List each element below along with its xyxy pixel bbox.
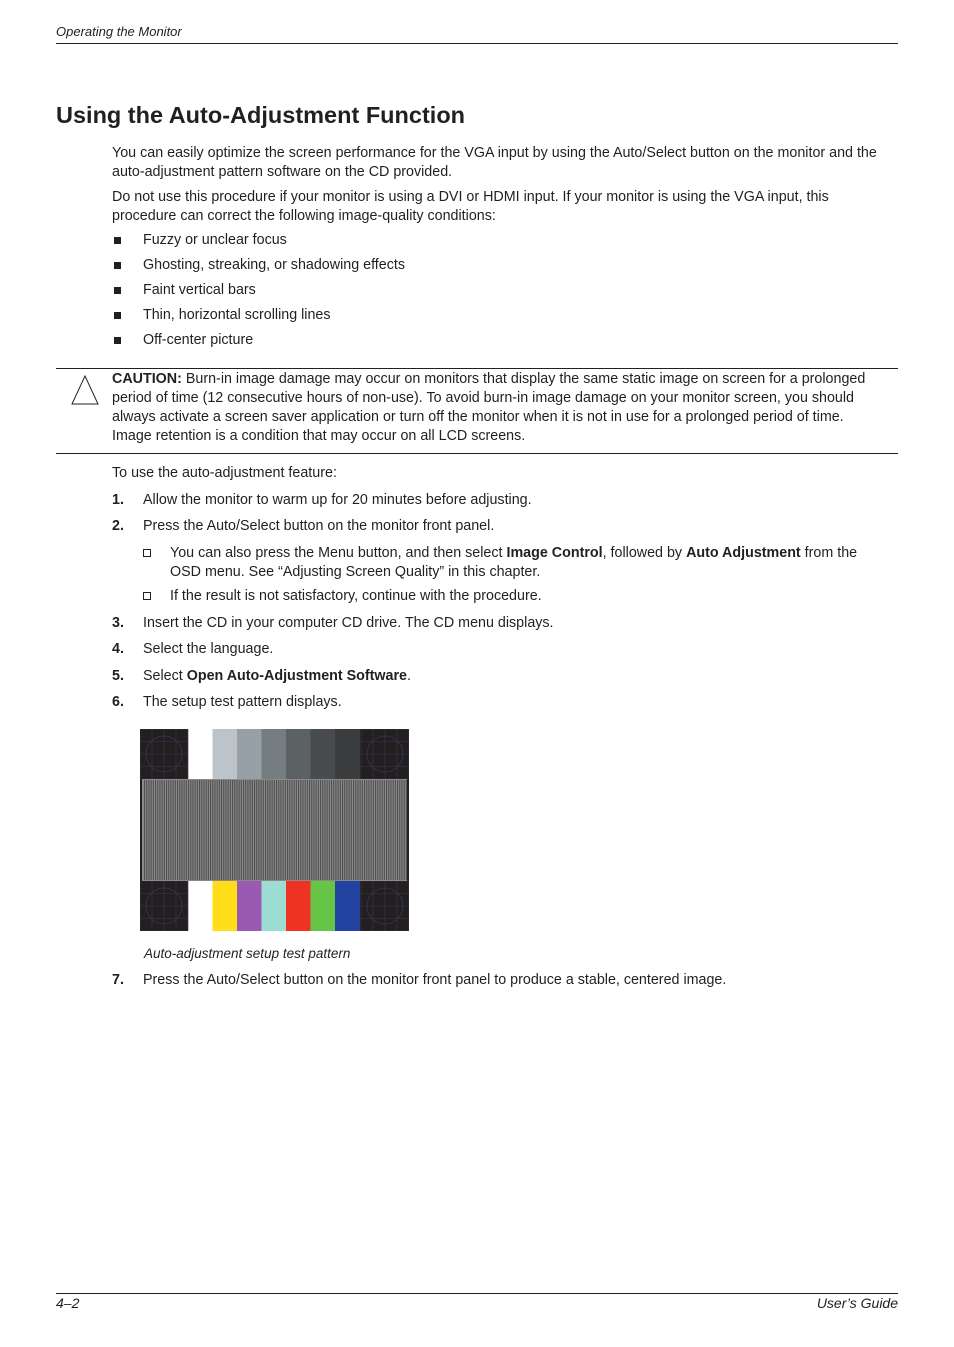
step-text: Press the Auto/Select button on the monitor front panel to produce a stable, centered image. bbox=[143, 972, 727, 988]
stripe-line bbox=[379, 780, 380, 880]
stripe-line bbox=[395, 780, 396, 880]
stripe-line bbox=[401, 780, 402, 880]
list-item bbox=[112, 231, 405, 256]
stripe-line bbox=[241, 780, 242, 880]
figure-caption: Auto-adjustment setup test pattern bbox=[144, 946, 351, 961]
list-item-text: Faint vertical bars bbox=[143, 282, 256, 298]
stripe-line bbox=[344, 780, 345, 880]
color-bar bbox=[311, 881, 336, 931]
intro-paragraph-2: Do not use this procedure if your monitor is using a DVI or HDMI input. If your monitor is using the VGA input, this procedure can correct the following image-quality conditions: bbox=[112, 189, 829, 224]
step-number: 2. bbox=[112, 518, 124, 534]
stripe-line bbox=[362, 780, 363, 880]
stripe-line bbox=[175, 780, 176, 880]
stripe-line bbox=[331, 780, 332, 880]
stripe-line bbox=[382, 780, 383, 880]
stripe-line bbox=[373, 780, 374, 880]
stripe-line bbox=[349, 780, 350, 880]
stripe-line bbox=[197, 780, 198, 880]
stripe-line bbox=[261, 780, 262, 880]
substep-text-mid: , followed by bbox=[602, 545, 687, 561]
stripe-line bbox=[186, 780, 187, 880]
stripe-line bbox=[278, 780, 279, 880]
stripe-line bbox=[302, 780, 303, 880]
stripe-line bbox=[318, 780, 319, 880]
stripe-line bbox=[366, 780, 367, 880]
stripe-line bbox=[364, 780, 365, 880]
stripe-line bbox=[399, 780, 400, 880]
running-head-text: Operating the Monitor bbox=[56, 24, 182, 39]
stripe-line bbox=[371, 780, 372, 880]
caution-text bbox=[112, 370, 872, 446]
step-number: 4. bbox=[112, 641, 124, 657]
list-item-text: Thin, horizontal scrolling lines bbox=[143, 307, 331, 323]
stripe-line bbox=[162, 780, 163, 880]
stripe-line bbox=[311, 780, 312, 880]
step-text: Allow the monitor to warm up for 20 minutes before adjusting. bbox=[143, 492, 532, 508]
stripe-line bbox=[267, 780, 268, 880]
color-bar bbox=[213, 881, 238, 931]
stripe-line bbox=[199, 780, 200, 880]
running-header bbox=[56, 22, 898, 44]
stripe-line bbox=[221, 780, 222, 880]
gray-bar bbox=[188, 729, 213, 779]
bullet-square-icon bbox=[114, 237, 121, 244]
stripe-line bbox=[201, 780, 202, 880]
stripe-line bbox=[384, 780, 385, 880]
stripe-line bbox=[342, 780, 343, 880]
stripe-line bbox=[159, 780, 160, 880]
list-item-text: Ghosting, streaking, or shadowing effects bbox=[143, 257, 405, 273]
stripe-line bbox=[228, 780, 229, 880]
stripe-line bbox=[245, 780, 246, 880]
stripe-line bbox=[335, 780, 336, 880]
stripe-line bbox=[252, 780, 253, 880]
stripe-line bbox=[148, 780, 149, 880]
stripe-line bbox=[375, 780, 376, 880]
stripe-line bbox=[214, 780, 215, 880]
stripe-line bbox=[357, 780, 358, 880]
step-text-pre: Select bbox=[143, 668, 187, 684]
stripe-line bbox=[168, 780, 169, 880]
step-text bbox=[143, 667, 411, 686]
stripe-line bbox=[316, 780, 317, 880]
conditions-list bbox=[112, 231, 405, 356]
stripe-line bbox=[386, 780, 387, 880]
stripe-line bbox=[397, 780, 398, 880]
stripe-line bbox=[151, 780, 152, 880]
list-item-text: Fuzzy or unclear focus bbox=[143, 232, 287, 248]
stripe-line bbox=[236, 780, 237, 880]
stripe-line bbox=[234, 780, 235, 880]
stripe-line bbox=[272, 780, 273, 880]
stripe-line bbox=[212, 780, 213, 880]
stripe-line bbox=[360, 780, 361, 880]
stripe-line bbox=[219, 780, 220, 880]
stripe-line bbox=[247, 780, 248, 880]
list-item bbox=[112, 281, 405, 306]
stripe-line bbox=[192, 780, 193, 880]
stripe-line bbox=[210, 780, 211, 880]
stripe-line bbox=[309, 780, 310, 880]
caution-label: CAUTION: bbox=[112, 371, 182, 387]
stripe-line bbox=[274, 780, 275, 880]
stripe-line bbox=[239, 780, 240, 880]
color-bar bbox=[188, 881, 213, 931]
stripe-line bbox=[230, 780, 231, 880]
gray-bar bbox=[213, 729, 238, 779]
caution-triangle-icon bbox=[70, 373, 100, 407]
bullet-square-icon bbox=[114, 262, 121, 269]
stripe-line bbox=[195, 780, 196, 880]
stripe-line bbox=[287, 780, 288, 880]
step-text: The setup test pattern displays. bbox=[143, 694, 342, 710]
color-bar bbox=[335, 881, 360, 931]
stripe-line bbox=[153, 780, 154, 880]
list-item bbox=[112, 256, 405, 281]
stripe-line bbox=[223, 780, 224, 880]
stripe-line bbox=[276, 780, 277, 880]
stripe-line bbox=[269, 780, 270, 880]
stripe-line bbox=[144, 780, 145, 880]
stripe-line bbox=[243, 780, 244, 880]
stripe-line bbox=[283, 780, 284, 880]
step-number: 1. bbox=[112, 492, 124, 508]
stripe-line bbox=[173, 780, 174, 880]
stripe-line bbox=[280, 780, 281, 880]
substep-bold-image-control: Image Control bbox=[506, 545, 603, 561]
stripe-line bbox=[291, 780, 292, 880]
bullet-square-icon bbox=[114, 287, 121, 294]
section-title: Using the Auto-Adjustment Function bbox=[56, 102, 466, 128]
step-number: 5. bbox=[112, 668, 124, 684]
stripe-line bbox=[298, 780, 299, 880]
step-text: Press the Auto/Select button on the monitor front panel. bbox=[143, 518, 495, 534]
stripe-line bbox=[184, 780, 185, 880]
step-text: Select the language. bbox=[143, 641, 274, 657]
stripe-line bbox=[296, 780, 297, 880]
stripe-line bbox=[377, 780, 378, 880]
stripe-line bbox=[289, 780, 290, 880]
stripe-line bbox=[340, 780, 341, 880]
stripe-line bbox=[258, 780, 259, 880]
stripe-line bbox=[406, 780, 407, 880]
color-bar bbox=[237, 881, 262, 931]
stripe-line bbox=[320, 780, 321, 880]
stripe-line bbox=[190, 780, 191, 880]
step-number: 6. bbox=[112, 694, 124, 710]
stripe-line bbox=[305, 780, 306, 880]
stripe-line bbox=[155, 780, 156, 880]
stripe-line bbox=[393, 780, 394, 880]
lead-in-text: To use the auto-adjustment feature: bbox=[112, 465, 337, 481]
substep-text-pre: You can also press the Menu button, and then select bbox=[170, 545, 507, 561]
stripe-line bbox=[208, 780, 209, 880]
stripe-line bbox=[351, 780, 352, 880]
stripe-line bbox=[333, 780, 334, 880]
step-text-bold: Open Auto-Adjustment Software bbox=[186, 668, 407, 684]
gray-bar bbox=[262, 729, 287, 779]
intro-paragraph-1: You can easily optimize the screen performance for the VGA input by using the Auto/Select button on the monitor and the auto-adjustment pattern software on the CD provided. bbox=[112, 145, 877, 180]
stripe-line bbox=[146, 780, 147, 880]
color-bar bbox=[286, 881, 311, 931]
bullet-square-icon bbox=[114, 312, 121, 319]
list-item bbox=[112, 306, 405, 331]
test-pattern-image bbox=[140, 729, 409, 931]
list-item bbox=[112, 331, 405, 356]
checkbox-square-icon bbox=[143, 549, 151, 557]
stripe-line bbox=[353, 780, 354, 880]
page-footer bbox=[56, 1293, 898, 1311]
stripe-line bbox=[368, 780, 369, 880]
step-number: 7. bbox=[112, 972, 124, 988]
stripe-line bbox=[217, 780, 218, 880]
stripe-line bbox=[177, 780, 178, 880]
gray-bar bbox=[286, 729, 311, 779]
gray-bar bbox=[311, 729, 336, 779]
stripe-line bbox=[225, 780, 226, 880]
stripe-line bbox=[265, 780, 266, 880]
step-text-post: . bbox=[407, 668, 411, 684]
stripe-line bbox=[157, 780, 158, 880]
color-bar bbox=[262, 881, 287, 931]
substep-1 bbox=[143, 544, 883, 582]
stripe-line bbox=[256, 780, 257, 880]
stripe-line bbox=[203, 780, 204, 880]
stripe-line bbox=[206, 780, 207, 880]
stripe-line bbox=[355, 780, 356, 880]
stripe-line bbox=[285, 780, 286, 880]
stripe-line bbox=[388, 780, 389, 880]
stripe-line bbox=[338, 780, 339, 880]
stripe-line bbox=[188, 780, 189, 880]
checkbox-square-icon bbox=[143, 592, 151, 600]
caution-box bbox=[56, 368, 898, 454]
stripe-line bbox=[181, 780, 182, 880]
stripe-line bbox=[307, 780, 308, 880]
substep-text-post: from the OSD menu. See “Adjusting Screen Quality” in this chapter. bbox=[170, 545, 858, 580]
substep-text: If the result is not satisfactory, continue with the procedure. bbox=[170, 588, 542, 604]
substep-bold-auto-adjustment: Auto Adjustment bbox=[686, 545, 801, 561]
step-number: 3. bbox=[112, 615, 124, 631]
caution-body: Burn-in image damage may occur on monitors that display the same static image on screen for a prolonged period of time (12 consecutive hours of non-use). To avoid burn-in image damage on your monitor screen, you should always activate a screen saver application or turn off the monitor when it is not in use for a prolonged period of time. Image retention is a condition that may occur on all LCD screens. bbox=[112, 371, 866, 444]
stripe-line bbox=[327, 780, 328, 880]
gray-bar bbox=[335, 729, 360, 779]
list-item-text: Off-center picture bbox=[143, 332, 254, 348]
stripe-line bbox=[390, 780, 391, 880]
substep-text bbox=[170, 544, 883, 582]
stripe-line bbox=[254, 780, 255, 880]
guide-title: User’s Guide bbox=[816, 1295, 898, 1311]
stripe-line bbox=[329, 780, 330, 880]
stripe-line bbox=[404, 780, 405, 880]
gray-bar bbox=[237, 729, 262, 779]
page-number: 4–2 bbox=[56, 1295, 80, 1311]
stripe-line bbox=[232, 780, 233, 880]
stripe-line bbox=[164, 780, 165, 880]
step-text: Insert the CD in your computer CD drive. The CD menu displays. bbox=[143, 615, 554, 631]
stripe-line bbox=[250, 780, 251, 880]
substep-2 bbox=[143, 587, 883, 606]
stripe-line bbox=[324, 780, 325, 880]
stripe-line bbox=[346, 780, 347, 880]
stripe-line bbox=[166, 780, 167, 880]
stripe-line bbox=[170, 780, 171, 880]
bullet-square-icon bbox=[114, 337, 121, 344]
stripe-line bbox=[294, 780, 295, 880]
stripe-line bbox=[300, 780, 301, 880]
stripe-line bbox=[313, 780, 314, 880]
stripe-line bbox=[263, 780, 264, 880]
stripe-line bbox=[322, 780, 323, 880]
stripe-line bbox=[179, 780, 180, 880]
